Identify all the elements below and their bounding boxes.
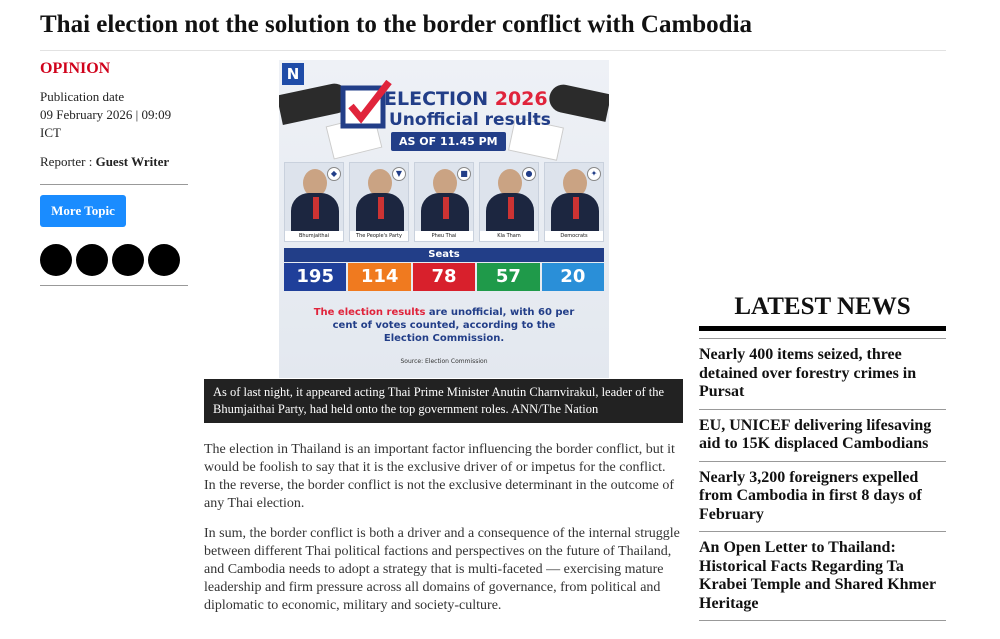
poster-as-of: AS OF 11.45 PM [391, 132, 506, 151]
nation-logo-icon: N [282, 63, 304, 85]
article-paragraph: The election in Thailand is an important factor influencing the border conflict, but it would be foolish to say that it is the exclusive driver of or impetus for the conflict. In the reverse, the border conflict is not the exclusive determinant in the outcome of any Thai election. [204, 442, 675, 511]
poster-title-year: 2026 [494, 88, 548, 110]
category-label[interactable]: OPINION [40, 60, 111, 77]
reporter [40, 154, 188, 185]
latest-news-sidebar [699, 292, 946, 621]
reporter-name[interactable]: Guest Writer [95, 154, 170, 169]
x-icon[interactable] [76, 244, 108, 276]
seat-count: 20 [542, 263, 604, 291]
publication-label: Publication date [40, 89, 125, 104]
candidate-card [544, 162, 604, 242]
latest-news-item[interactable]: EU, UNICEF delivering lifesaving aid to 15K displaced Cambodians [699, 410, 946, 462]
share-buttons [40, 244, 188, 286]
latest-news-item[interactable]: Nearly 3,200 foreigners expelled from Cambodia in first 8 days of February [699, 462, 946, 533]
poster-source: Source: Election Commission [400, 358, 488, 365]
publication-date: 09 February 2026 | 09:09 ICT [40, 107, 172, 140]
reporter-label: Reporter : [40, 154, 96, 169]
article-headline: Thai election not the solution to the border conflict with Cambodia [40, 10, 946, 51]
party-logo-icon: ■ [457, 167, 471, 181]
party-logo-icon: ▼ [392, 167, 406, 181]
poster-note-text: are unofficial, with 60 per cent of votes counted, according to the Election Commission. [332, 307, 575, 344]
party-name: Bhumjaithai [285, 231, 343, 241]
more-topic-button[interactable]: More Topic [40, 195, 126, 227]
poster-title-word: ELECTION [384, 88, 489, 110]
latest-news-item[interactable]: Nearly 400 items seized, three detained over forestry crimes in Pursat [699, 339, 946, 410]
seat-count: 114 [348, 263, 410, 291]
poster-title [384, 88, 548, 110]
article-paragraph: In sum, the border conflict is both a driver and a consequence of the internal struggle between different Thai political factions and perspectives on the future of Thailand, and Cambodia needs to adopt a strategy that is multi-faceted — exercising mature leadership and firm pressure across all domains of governance, from political and diplomatic to economic, military and society-culture. [204, 526, 680, 613]
party-name: The People's Party [350, 231, 408, 241]
seat-count: 57 [477, 263, 539, 291]
candidate-card [349, 162, 409, 242]
party-logo-icon: ✦ [587, 167, 601, 181]
image-caption: As of last night, it appeared acting Thai Prime Minister Anutin Charnvirakul, leader of the Bhumjaithai Party, had held onto the top government roles. ANN/The Nation [204, 379, 683, 423]
seat-count: 195 [284, 263, 346, 291]
party-logo-icon: ● [522, 167, 536, 181]
article-body [204, 441, 680, 627]
seat-count: 78 [413, 263, 475, 291]
poster-note-highlight: The election results [313, 307, 426, 318]
hand-right-graphic [547, 82, 609, 122]
poster-subtitle: Unofficial results [389, 110, 551, 130]
article-image [279, 60, 609, 378]
link-icon[interactable] [148, 244, 180, 276]
article-meta [40, 60, 188, 286]
latest-news-title: LATEST NEWS [699, 292, 946, 331]
candidate-card [479, 162, 539, 242]
seat-counts [284, 263, 604, 291]
candidate-card [414, 162, 474, 242]
party-name: Pheu Thai [415, 231, 473, 241]
party-logo-icon: ◆ [327, 167, 341, 181]
poster-note [309, 306, 579, 345]
candidate-row [284, 162, 604, 242]
party-name: Democrats [545, 231, 603, 241]
facebook-icon[interactable] [40, 244, 72, 276]
candidate-card [284, 162, 344, 242]
seats-label: Seats [284, 248, 604, 262]
telegram-icon[interactable] [112, 244, 144, 276]
party-name: Kla Tham [480, 231, 538, 241]
latest-news-item[interactable]: An Open Letter to Thailand: Historical Facts Regarding Ta Krabei Temple and Shared Khmer Heritage [699, 532, 946, 621]
